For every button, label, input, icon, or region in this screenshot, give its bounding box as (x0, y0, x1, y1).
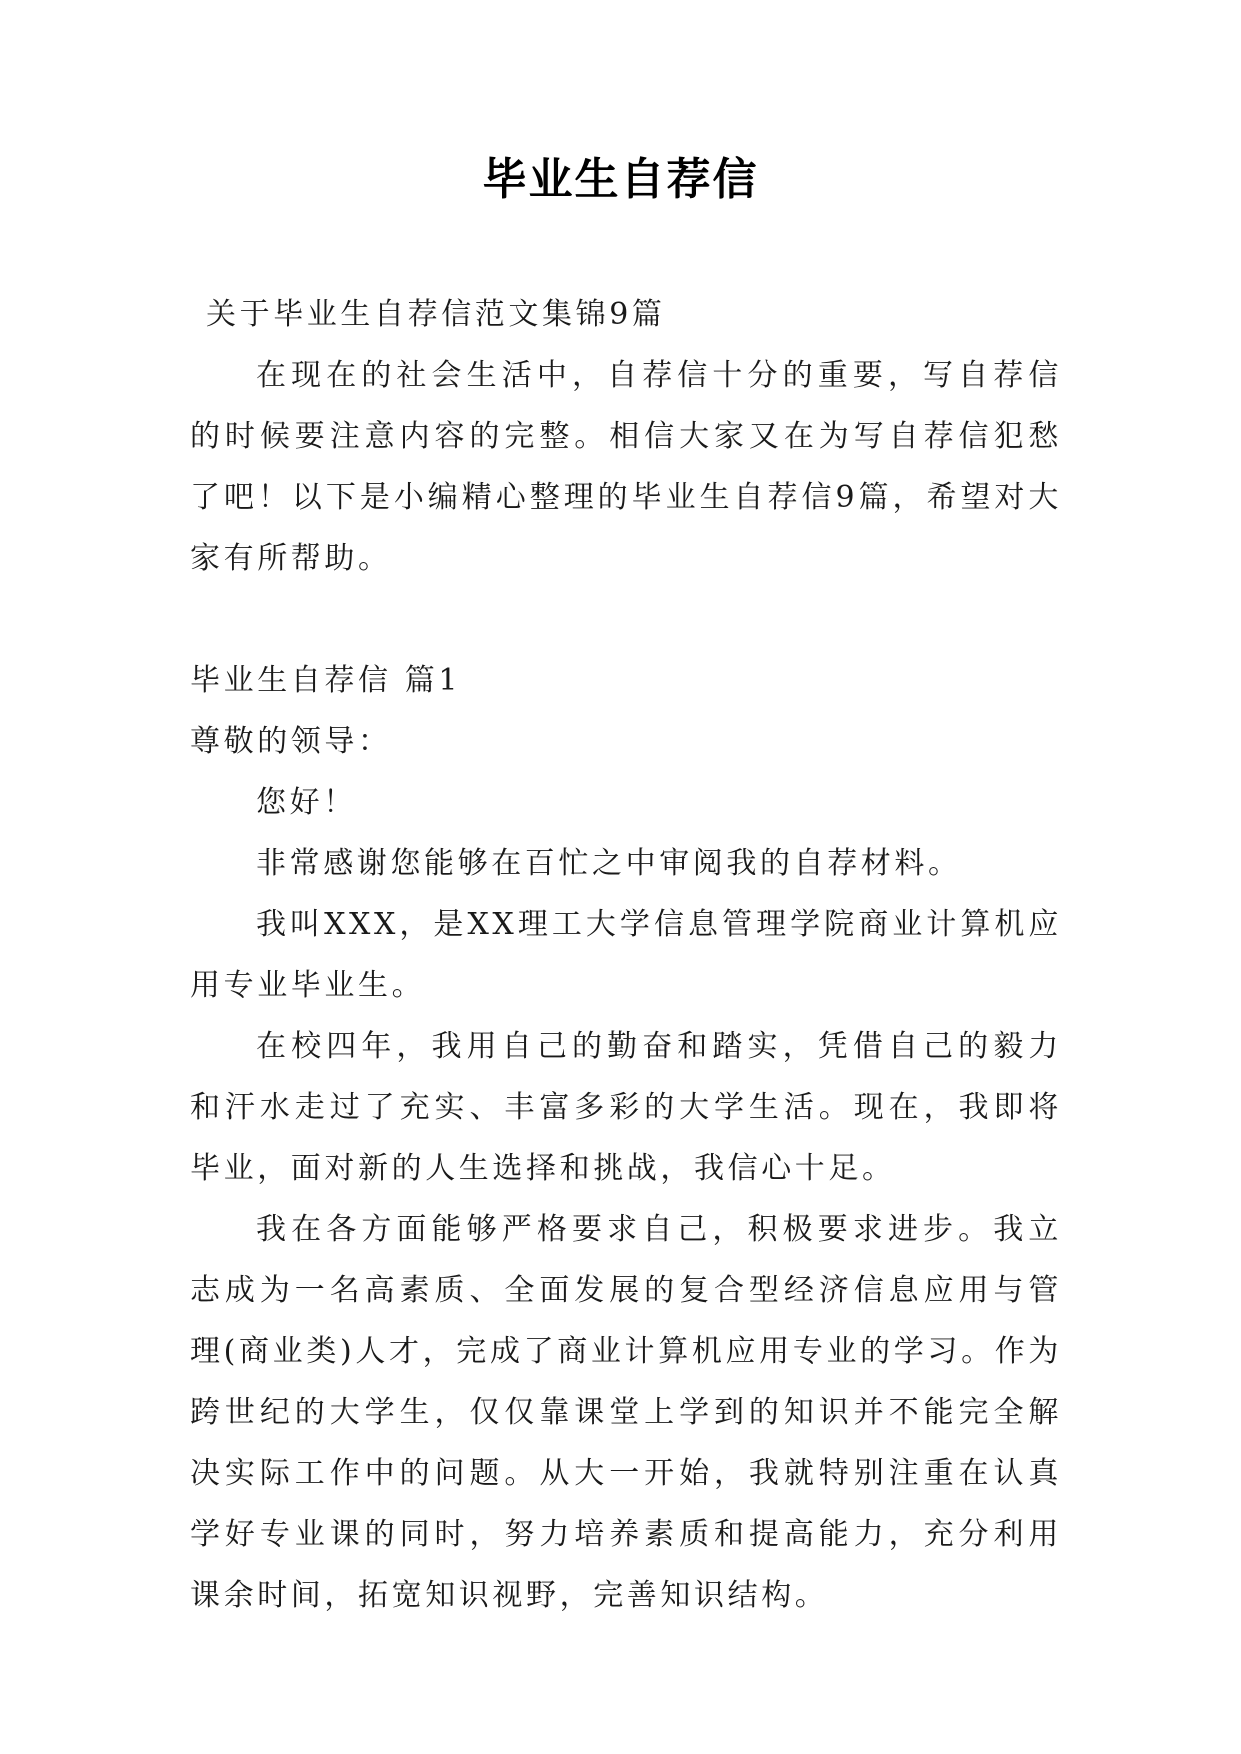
body-paragraph: 我在各方面能够严格要求自己，积极要求进步。我立志成为一名高素质、全面发展的复合型经济信息应用与管理(商业类)人才，完成了商业计算机应用专业的学习。作为跨世纪的大学生，仅仅靠课堂上学到的知识并不能完全解决实际工作中的问题。从大一开始，我就特别注重在认真学好专业课的同时，努力培养素质和提高能力，充分利用课余时间，拓宽知识视野，完善知识结构。 (190, 1212, 1062, 1613)
document-body (190, 284, 1062, 1626)
body-paragraph: 我叫XXX，是XX理工大学信息管理学院商业计算机应用专业毕业生。 (190, 907, 1062, 1003)
document-subtitle: 关于毕业生自荐信范文集锦9篇 (206, 297, 666, 332)
body-paragraph: 非常感谢您能够在百忙之中审阅我的自荐材料。 (256, 846, 962, 881)
greeting: 您好！ (256, 785, 357, 820)
section-heading: 毕业生自荐信 篇1 (190, 663, 462, 698)
paragraph-spacer (190, 589, 1062, 650)
document-title: 毕业生自荐信 (482, 154, 759, 205)
salutation: 尊敬的领导： (190, 724, 392, 759)
body-paragraph: 在校四年，我用自己的勤奋和踏实，凭借自己的毅力和汗水走过了充实、丰富多彩的大学生活。现在，我即将毕业，面对新的人生选择和挑战，我信心十足。 (190, 1029, 1062, 1186)
intro-paragraph: 在现在的社会生活中，自荐信十分的重要，写自荐信的时候要注意内容的完整。相信大家又在为写自荐信犯愁了吧！以下是小编精心整理的毕业生自荐信9篇，希望对大家有所帮助。 (190, 358, 1062, 576)
